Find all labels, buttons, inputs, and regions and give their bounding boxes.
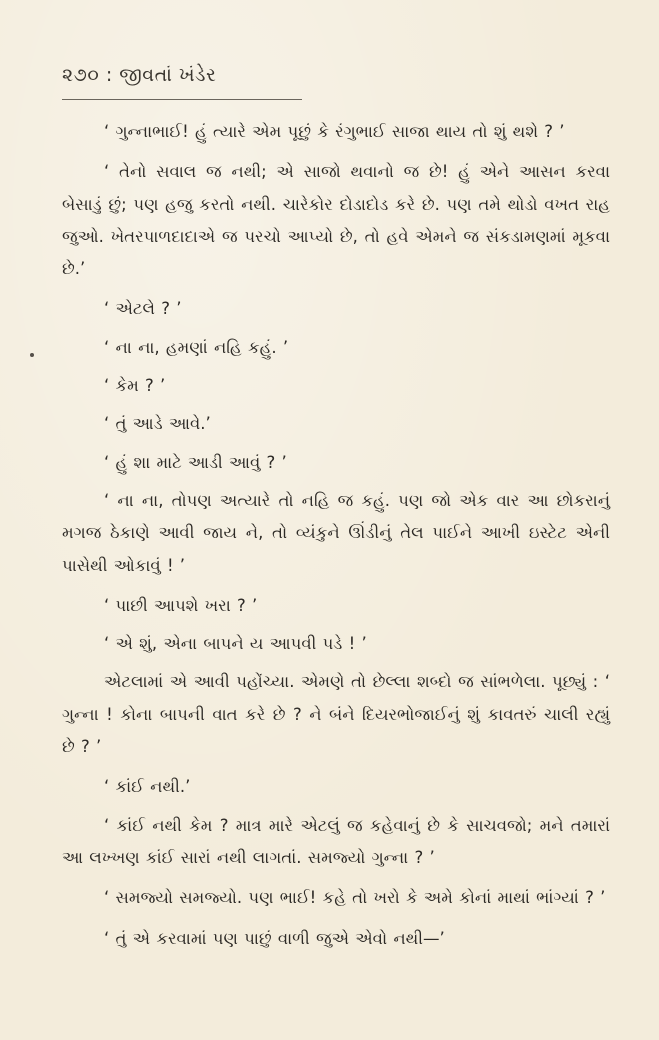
paragraph: એટલામાં એ આવી પહોંચ્યા. એમણે તો છેલ્લા શબ્દો જ સાંભળેલા. પૂછ્યું : ‘ ગુન્ના ! કોના બાપની વાત કરે છે ? ને બંને દિયરભોજાઈનું શું કાવતરું ચાલી રહ્યું છે ? ’ <box>62 672 610 757</box>
paragraph: ‘ એટલે ? ’ <box>104 299 182 319</box>
paragraph: ‘ ના ના, તોપણ અત્યારે તો નહિ જ કહું. પણ જો એક વાર આ છોકરાનું મગજ ઠેકાણે આવી જાય ને, તો વ્યંકુને ઊંડીનું તેલ પાઈને આખી ઇસ્ટેટ એની પાસેથી ઓકાવું ! ’ <box>62 490 610 575</box>
header-underline <box>62 99 302 100</box>
paragraph: ‘ પાછી આપશે ખરા ? ’ <box>104 595 258 615</box>
paragraph: ‘ સમજ્યો સમજ્યો. પણ ભાઈ! કહે તો ખરો કે અમે કોનાં માથાં ભાંગ્યાં ? ’ <box>104 888 606 908</box>
body-text <box>62 116 610 961</box>
paragraph: ‘ ના ના, હમણાં નહિ કહું. ’ <box>104 337 289 357</box>
paragraph: ‘ એ શું, એના બાપને ય આપવી પડે ! ’ <box>104 634 367 654</box>
paragraph: ‘ તેનો સવાલ જ નથી; એ સાજો થવાનો જ છે! હું એને આસન કરવા બેસાડું છું; પણ હજુ કરતો નથી. ચારેકોર દોડાદોડ કરે છે. પણ તમે થોડો વખત રાહ જુઓ. ખેતરપાળદાદાએ જ પરચો આપ્યો છે, તો હવે એમને જ સંકડામણમાં મૂકવા છે.’ <box>62 162 610 279</box>
paragraph: ‘ કાંઈ નથી કેમ ? માત્ર મારે એટલું જ કહેવાનું છે કે સાચવજો; મને તમારાં આ લખ્ખણ કાંઈ સારાં નથી લાગતાં. સમજ્યો ગુન્ના ? ’ <box>62 815 610 867</box>
paragraph: ‘ તું એ કરવામાં પણ પાછું વાળી જુએ એવો નથી—’ <box>104 928 445 948</box>
paragraph: ‘ તું આડે આવે.’ <box>104 414 211 434</box>
paragraph: ‘ કાંઈ નથી.’ <box>104 777 191 797</box>
paragraph: ‘ હું શા માટે આડી આવું ? ’ <box>104 452 287 472</box>
print-speck <box>30 353 34 357</box>
paragraph: ‘ ગુન્નાભાઈ! હું ત્યારે એમ પૂછું કે રંગુભાઈ સાજા થાય તો શું થશે ? ’ <box>104 122 565 141</box>
running-header: ૨૭૦ : જીવતાં ખંડેર <box>62 64 217 86</box>
paragraph: ‘ કેમ ? ’ <box>104 376 166 396</box>
